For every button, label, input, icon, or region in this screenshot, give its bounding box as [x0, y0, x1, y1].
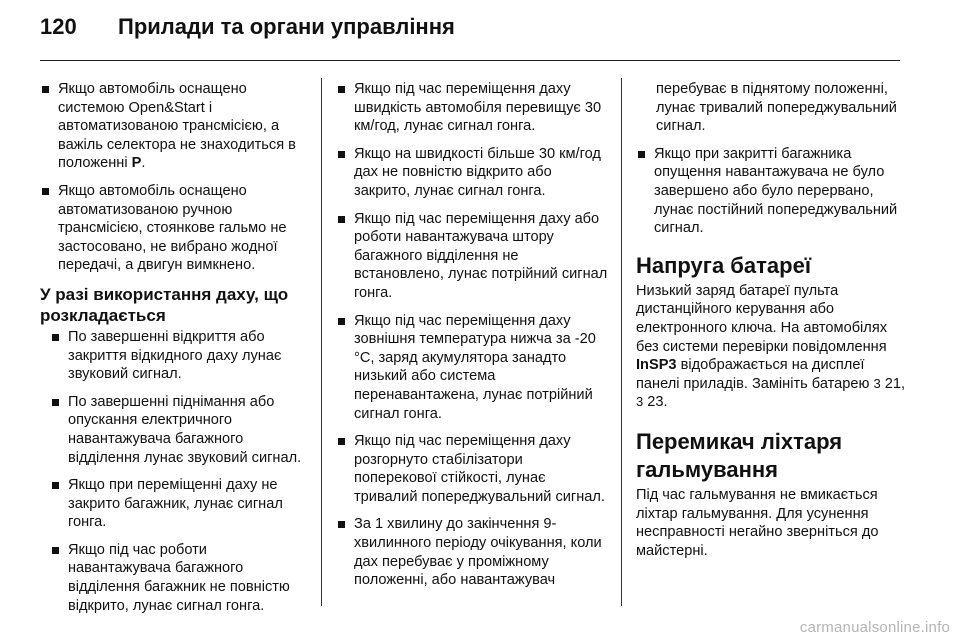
column-1	[40, 80, 306, 624]
column-divider-2	[621, 78, 622, 606]
list-item: Якщо під час роботи навантажувача багажного відділення багажник не повністю відкрито, лунає сигнал гонга.	[50, 541, 306, 615]
item-text: Якщо автомобіль оснащено системою Open&Start і автоматизованою трансмісією, а важіль селектора не знаходиться в положенні	[58, 81, 296, 172]
list-item: Якщо під час переміщення даху швидкість автомобіля перевищує 30 км/год, лунає сигнал гонга.	[336, 80, 608, 136]
battery-text: Низький заряд батареї пульта дистанційного керування або електронного ключа. На автомобілях без системи перевірки повідомлення	[636, 282, 888, 355]
section-title-battery: Напруга батареї	[636, 252, 812, 278]
column-3	[636, 80, 906, 560]
display-code: InSP3	[636, 357, 677, 374]
list-item	[40, 80, 306, 173]
gear-position-p: P	[131, 155, 142, 172]
bullet-list	[336, 80, 608, 590]
page-ref-link[interactable]: 21	[884, 375, 902, 392]
list-item: За 1 хвилину до закінчення 9-хвилинного періоду очікування, коли дах перебуває у проміжному положенні, або навантажувач	[336, 515, 608, 589]
page-ref-arrow-icon: 3	[636, 394, 644, 410]
page-ref-link[interactable]: 23	[647, 394, 664, 411]
brake-paragraph: Під час гальмування не вмикається ліхтар гальмування. Для усунення несправності негайно зверніться до майстерні.	[636, 486, 879, 559]
item-text-end: .	[141, 155, 146, 172]
bullet-list	[40, 80, 306, 275]
list-item: Якщо автомобіль оснащено автоматизованою ручною трансмісією, стоянкове гальмо не застосовано, не вибрано жодної передачі, а двигун вимкнено.	[40, 182, 306, 275]
watermark: carmanualsonline.info	[799, 619, 950, 636]
battery-paragraph: Низький заряд батареї пульта дистанційного керування або електронного ключа. На автомобілях без системи перевірки повідомлення InSP3 відображається на дисплеї панелі приладів. Замініть батарею 3 21, 3 23.	[636, 282, 906, 411]
page-header	[40, 14, 455, 52]
column-divider-1	[321, 78, 322, 606]
section-title-brake-light: Перемикач ліхтаря гальмування	[636, 428, 843, 482]
page-ref-arrow-icon: 3	[873, 375, 881, 391]
list-item: По завершенні відкриття або закриття відкидного даху лунає звуковий сигнал.	[50, 328, 306, 384]
list-item: Якщо на швидкості більше 30 км/год дах не повністю відкрито або закрито, лунає сигнал гонга.	[336, 145, 608, 201]
subsection-title: У разі використання даху, що розкладається	[40, 284, 289, 325]
list-item-continuation: перебуває в піднятому положенні, лунає тривалий попереджувальний сигнал.	[656, 81, 897, 135]
list-item: Якщо під час переміщення даху або роботи навантажувача штору багажного відділення не встановлено, лунає потрійний сигнал гонга.	[336, 210, 608, 303]
column-2	[336, 80, 608, 599]
sub-bullet-list	[40, 328, 306, 615]
list-item: Якщо при переміщенні даху не закрито багажник, лунає сигнал гонга.	[50, 476, 306, 532]
header-divider	[40, 60, 900, 61]
list-item: Якщо під час переміщення даху зовнішня температура нижча за -20 °C, заряд акумулятора занадто низький або система перенавантажена, лунає потрійний сигнал гонга.	[336, 312, 608, 424]
bullet-list	[636, 80, 906, 238]
list-item: Якщо при закритті багажника опущення навантажувача не було завершено або було перервано, лунає постійний попереджувальний сигнал.	[636, 145, 906, 238]
page-title: Прилади та органи управління	[118, 14, 455, 39]
list-item: По завершенні піднімання або опускання електричного навантажувача багажного відділення лунає звуковий сигнал.	[50, 393, 306, 467]
battery-text-2: відображається на дисплеї панелі приладів. Замініть батарею	[636, 357, 874, 392]
page-number: 120	[40, 14, 77, 39]
list-item: Якщо під час переміщення даху розгорнуто стабілізатори поперекової стійкості, лунає тривалий попереджувальний сигнал.	[336, 432, 608, 506]
